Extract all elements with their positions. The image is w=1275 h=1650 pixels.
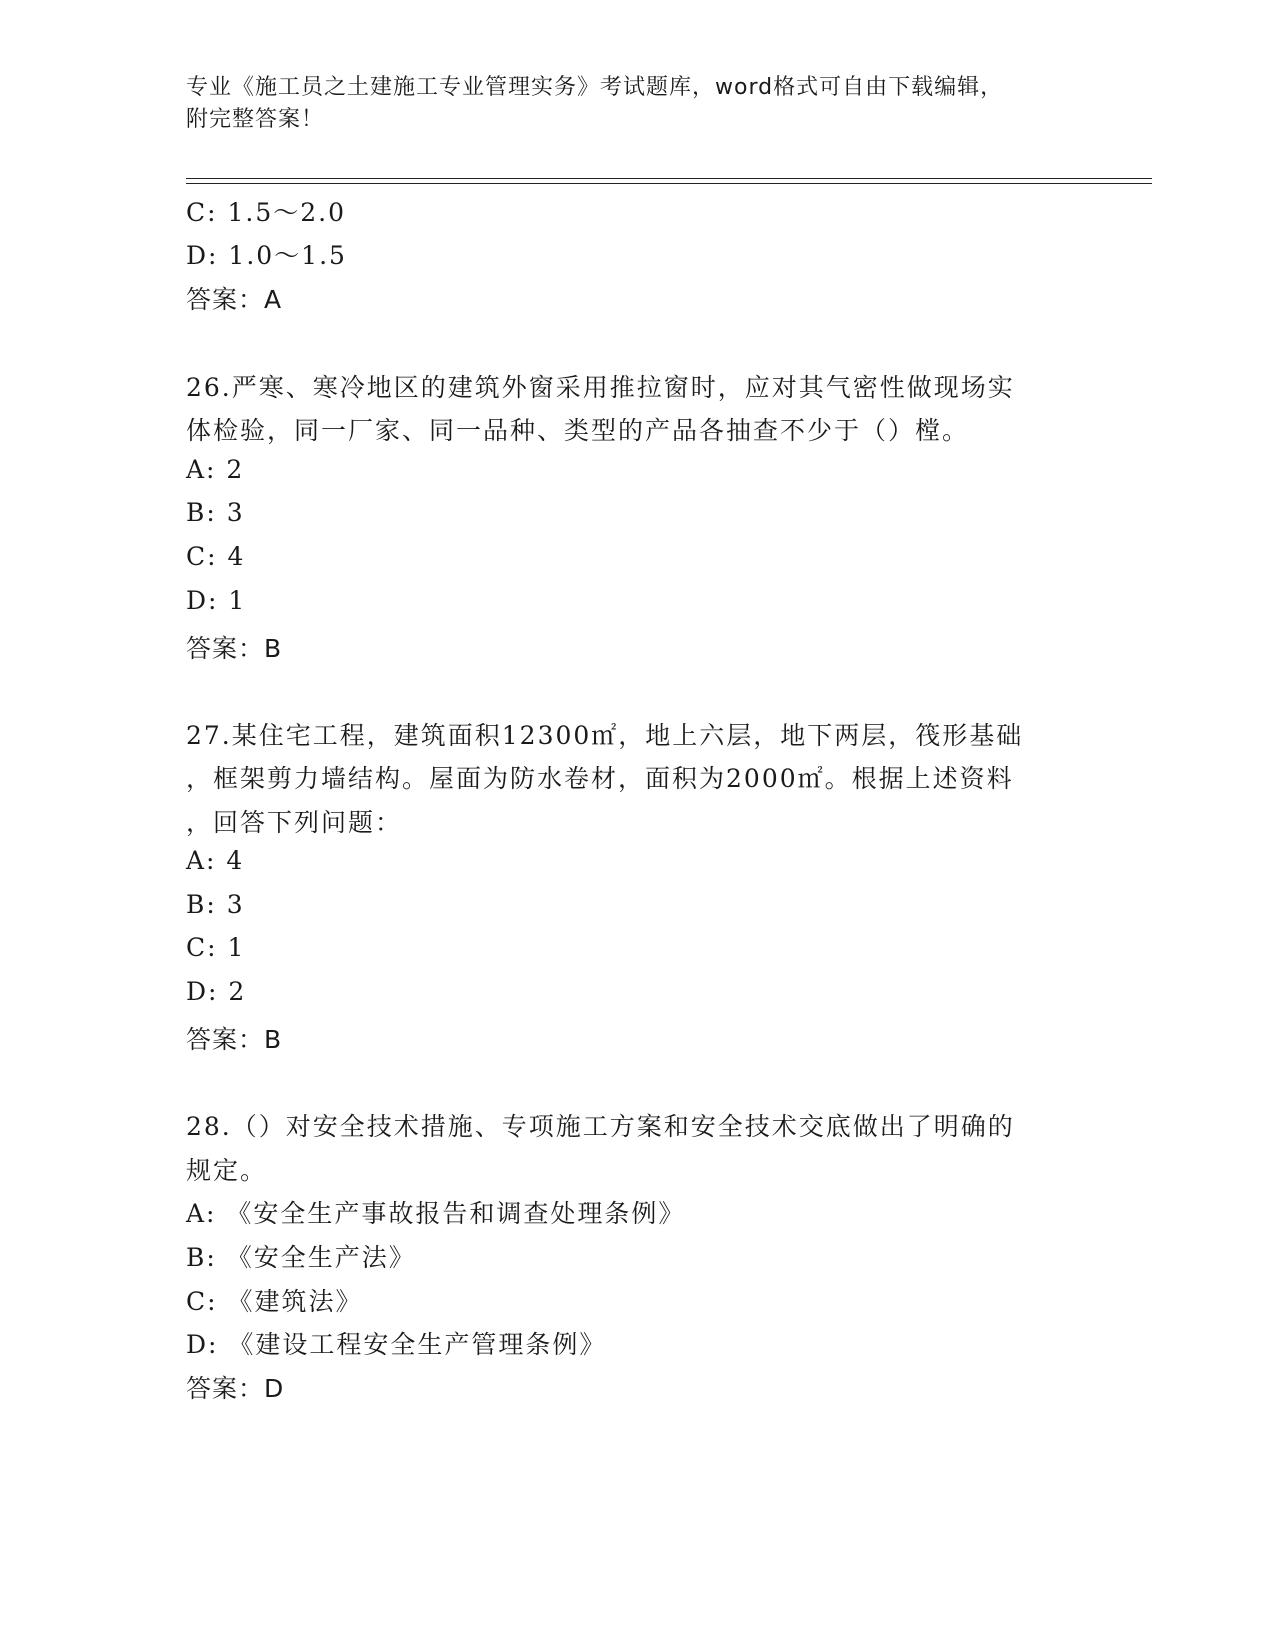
q27-option-c: C: 1 [186, 933, 246, 962]
q26-option-b: B: 3 [186, 498, 245, 527]
q27-option-b: B: 3 [186, 890, 245, 919]
header-line-1: 专业《施工员之土建施工专业管理实务》考试题库，word格式可自由下载编辑， [186, 75, 1004, 100]
q26-stem-line-1: 26.严寒、寒冷地区的建筑外窗采用推拉窗时，应对其气密性做现场实 [186, 373, 1015, 402]
q25-answer: 答案：A [186, 285, 283, 314]
q26-stem-line-2: 体检验，同一厂家、同一品种、类型的产品各抽查不少于（）樘。 [186, 416, 970, 445]
q27-option-d: D: 2 [186, 977, 247, 1006]
q28-stem-line-2: 规定。 [186, 1156, 268, 1185]
header-divider-bottom [186, 183, 1152, 184]
q28-option-a: A: 《安全生产事故报告和调查处理条例》 [186, 1199, 686, 1228]
q26-answer: 答案：B [186, 634, 283, 663]
q27-stem-line-3: ，回答下列问题： [186, 808, 403, 837]
q27-stem-line-2: ，框架剪力墙结构。屋面为防水卷材，面积为2000㎡。根据上述资料 [186, 764, 1014, 793]
q27-stem-line-1: 27.某住宅工程，建筑面积12300㎡，地上六层，地下两层，筏形基础 [186, 721, 1024, 750]
q27-answer: 答案：B [186, 1025, 283, 1054]
q25-option-c: C: 1.5～2.0 [186, 198, 347, 227]
q28-option-d: D: 《建设工程安全生产管理条例》 [186, 1330, 607, 1359]
header-divider-top [186, 178, 1152, 179]
q28-option-c: C: 《建筑法》 [186, 1287, 363, 1316]
q27-option-a: A: 4 [186, 846, 245, 875]
document-header [186, 72, 1066, 136]
q28-answer: 答案：D [186, 1374, 285, 1403]
q25-option-d: D: 1.0～1.5 [186, 241, 347, 270]
q28-stem-line-1: 28.（）对安全技术措施、专项施工方案和安全技术交底做出了明确的 [186, 1112, 1015, 1141]
q28-option-b: B: 《安全生产法》 [186, 1243, 416, 1272]
q26-option-d: D: 1 [186, 586, 247, 615]
q26-option-c: C: 4 [186, 542, 246, 571]
header-line-2: 附完整答案！ [186, 107, 325, 132]
q26-option-a: A: 2 [186, 455, 245, 484]
